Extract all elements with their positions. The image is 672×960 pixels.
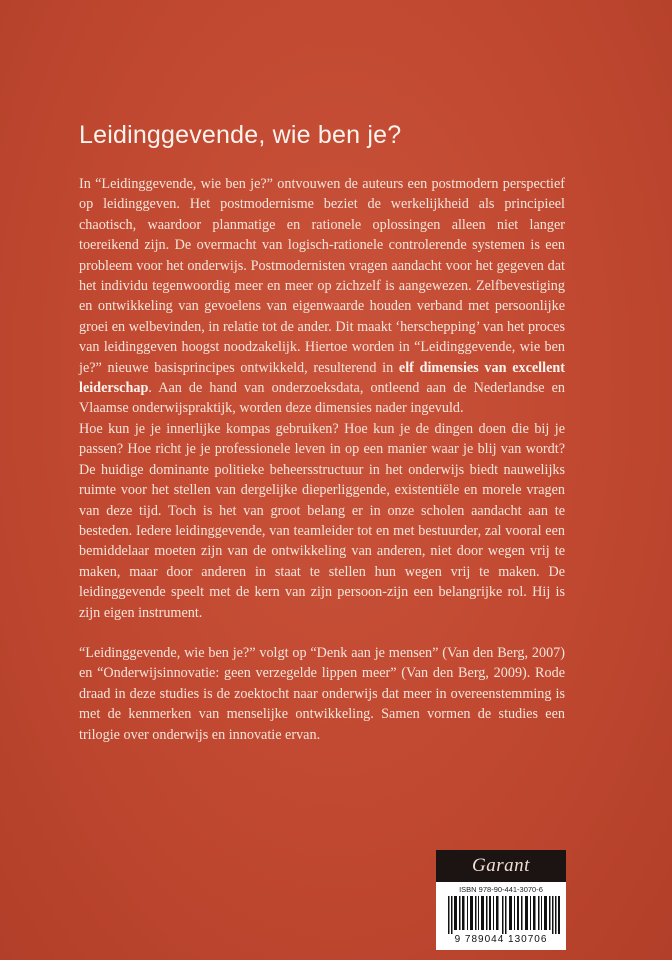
blurb-text (79, 174, 565, 745)
blurb-paragraph-1-end: . Aan de hand van onderzoeksdata, ontleend aan de Nederlandse en Vlaamse onderwijspraktijk, worden deze dimensies nader ingevuld. (79, 380, 565, 417)
isbn-text: ISBN 978-90-441-3070-6 (459, 885, 543, 894)
blurb-paragraph-2: Hoe kun je je innerlijke kompas gebruiken? Hoe kun je de dingen doen die bij je passen? Hoe richt je je professionele leven in op een manier waar je blij van wordt? De huidige dominante politieke beheersstructuur in het onderwijs biedt nauwelijks ruimte voor het stellen van dergelijke dieperliggende, existentiële en morele vragen van deze tijd. Toch is het van groot belang er in onze scholen aandacht aan te besteden. Iedere leidinggevende, van teamleider tot en met bestuurder, zal vooral een bemiddelaar moeten zijn van de ontwikkeling van anderen, niet door wegen vrij te maken, maar door anderen in staat te stellen hun wegen vrij te maken. De leidinggevende speelt met de kern van zijn persoon-zijn een belangrijke rol. Hij is zijn eigen instrument. (79, 420, 565, 621)
blurb-bold-phrase: elf dimensies van excellent leiderschap (79, 359, 565, 397)
barcode-icon (448, 896, 560, 934)
publisher-name: Garant (472, 855, 530, 876)
barcode-label (436, 882, 566, 950)
blurb-paragraph-3: “Leidinggevende, wie ben je?” volgt op “Denk aan je mensen” (Van den Berg, 2007) en “Onderwijsinnovatie: geen verzegelde lippen meer” (Van den Berg, 2009). Rode draad in deze studies is de zoektocht naar onderwijs dat meer in overeenstemming is met de kenmerken van menselijke ontwikkeling. Samen vormen de studies een trilogie over onderwijs en innovatie ervan. (79, 644, 565, 743)
blurb-paragraph-1 (79, 174, 565, 419)
book-title: Leidinggevende, wie ben je? (79, 121, 402, 149)
blurb-paragraph-1-start: In “Leidinggevende, wie ben je?” ontvouwen de auteurs een postmodern perspectief op leidinggeven. Het postmodernisme beziet de werkelijkheid als principieel chaotisch, waardoor planmatige en rationele oplossingen alleen niet langer toereikend zijn. De overmacht van logisch-rationele controlerende systemen is een probleem voor het onderwijs. Postmodernisten vragen aandacht voor het gegeven dat het individu tegenwoordig meer en meer op zichzelf is aangewezen. Zelfbevestiging en ontwikkeling van gevoelens van eigenwaarde houden verband met persoonlijke groei en welbevinden, in relatie tot de ander. Dit maakt ‘herschepping’ van het proces van leidinggeven hoogst noodzakelijk. Hiertoe worden in “Leidinggevende, wie ben je?” nieuwe basisprincipes ontwikkeld, resulterend in (79, 176, 565, 376)
publisher-logo (436, 850, 566, 882)
ean-number: 9 789044 130706 (454, 934, 548, 945)
